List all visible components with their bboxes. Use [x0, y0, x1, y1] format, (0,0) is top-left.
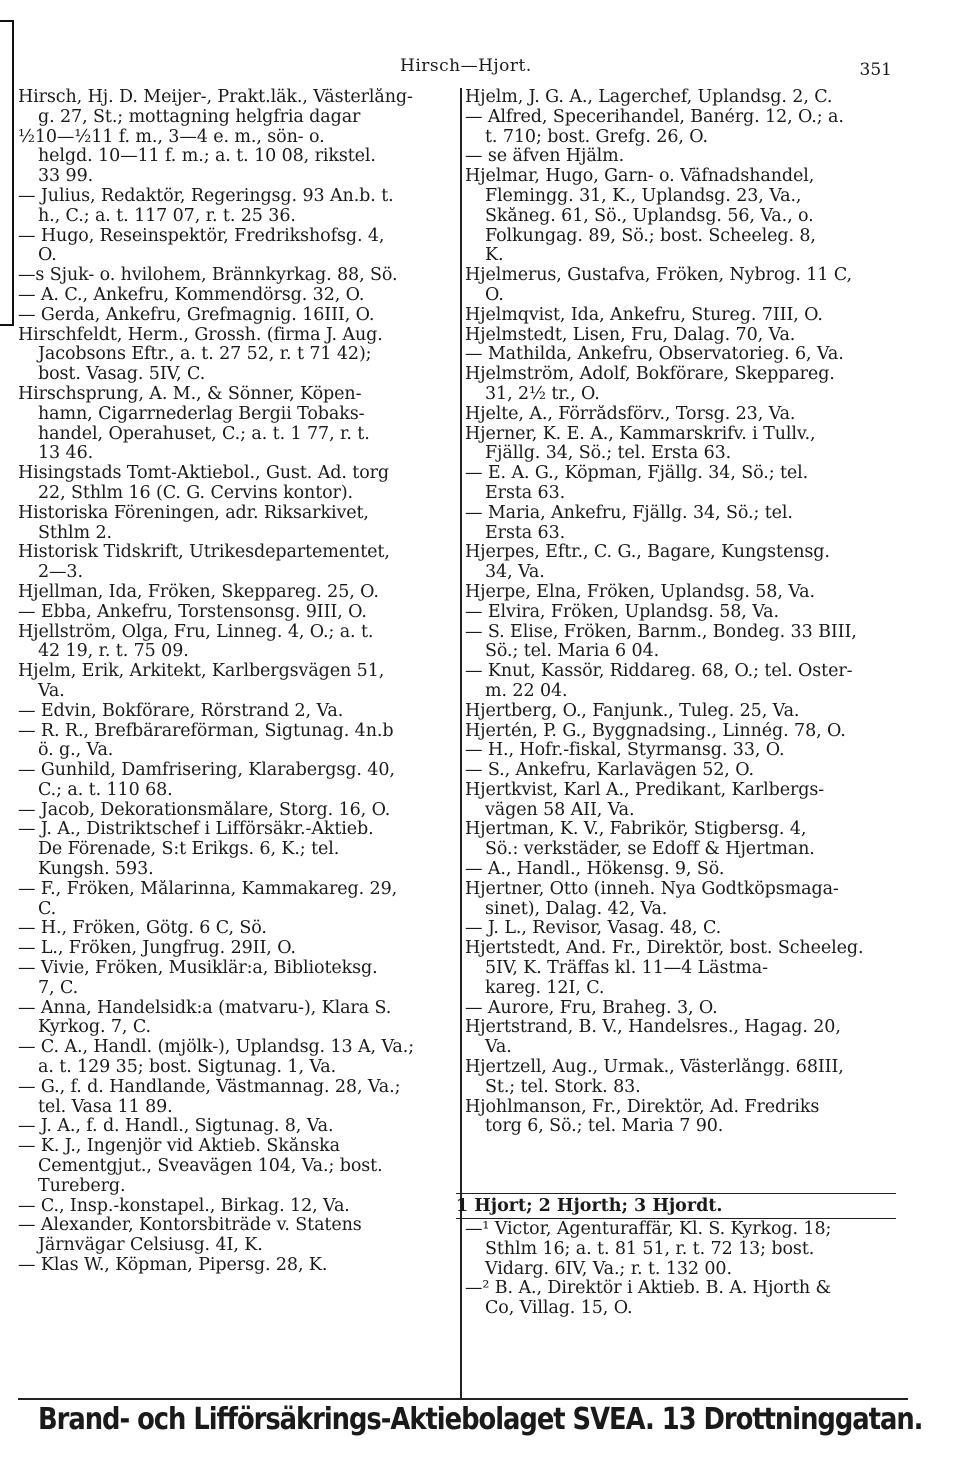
directory-entry-line: bost. Vasag. 5IV, C. — [38, 365, 206, 385]
directory-entry-line: Va. — [485, 1038, 512, 1058]
directory-entry-line: — Hugo, Reseinspektör, Fredrikshofsg. 4, — [18, 226, 385, 246]
directory-entry-line: —² B. A., Direktör i Aktieb. B. A. Hjorth & — [465, 1279, 832, 1299]
directory-entry-line: Hjelm, J. G. A., Lagerchef, Uplandsg. 2, C. — [465, 88, 833, 107]
directory-entry-line: ö. g., Va. — [38, 741, 114, 761]
directory-entry-line: — C., Insp.-konstapel., Birkag. 12, Va. — [18, 1196, 350, 1216]
directory-entry-line: a. t. 129 35; bost. Sigtunag. 1, Va. — [38, 1058, 337, 1078]
directory-entry-line: St.; tel. Stork. 83. — [485, 1077, 641, 1097]
directory-entry-line: — Klas W., Köpman, Pipersg. 28, K. — [18, 1256, 328, 1276]
directory-entry-line: tel. Vasa 11 89. — [38, 1097, 173, 1117]
hjort-index: 1 Hjort; 2 Hjorth; 3 Hjordt. — [456, 1196, 723, 1216]
directory-entry-line: Järnvägar Celsiusg. 4I, K. — [38, 1236, 263, 1256]
directory-entry-line: 22, Sthlm 16 (C. G. Cervins kontor). — [38, 483, 354, 503]
directory-entry-line: — Gerda, Änkefru, Grefmagnig. 16III, Ö. — [18, 305, 375, 325]
directory-entry-line: Hjerpe, Elna, Fröken, Uplandsg. 58, Va. — [465, 582, 815, 602]
directory-entry-line: C. — [38, 899, 57, 919]
directory-entry-line: Hjertstrand, B. V., Handelsres., Hagag. 20, — [465, 1018, 841, 1038]
directory-entry-line: Hjelmerus, Gustafva, Fröken, Nybrog. 11 C, — [465, 266, 852, 286]
directory-entry-line: Kungsh. 593. — [38, 860, 154, 880]
directory-entry-line: 31, 2½ tr., Ö. — [485, 384, 600, 404]
directory-entry-line: — C. A., Handl. (mjölk-), Uplandsg. 13 A, Va.; — [18, 1038, 414, 1058]
directory-entry-line: Folkungag. 89, Sö.; bost. Scheeleg. 8, — [485, 226, 816, 246]
directory-entry-line: Skåneg. 61, Sö., Uplandsg. 56, Va., o. — [485, 206, 814, 226]
directory-entry-line: Ersta 63. — [485, 523, 566, 543]
directory-entry-line: — F., Fröken, Målarinna, Kammakareg. 29, — [18, 879, 398, 899]
directory-entry-line: hamn, Cigarrnederlag Bergii Tobaks- — [38, 404, 365, 424]
directory-entry-line: 5IV, K. Träffas kl. 11—4 Lästma- — [485, 959, 768, 979]
directory-entry-line: ½10—½11 f. m., 3—4 e. m., sön- o. — [18, 127, 325, 147]
directory-entry-line: Va. — [38, 681, 65, 701]
directory-entry-line: — Alfred, Specerihandel, Banérg. 12, Ö.; a. — [465, 107, 844, 127]
directory-entry-line: g. 27, St.; mottagning helgfria dagar — [38, 107, 361, 127]
directory-entry-line: — Vivie, Fröken, Musiklär:a, Biblioteksg. — [18, 959, 378, 979]
directory-entry-line: Ö. — [38, 246, 57, 266]
directory-entry-line: — Ebba, Änkefru, Torstensonsg. 9III, Ö. — [18, 602, 367, 622]
directory-entry-line: sinet), Dalag. 42, Va. — [485, 899, 668, 919]
directory-entry-line: — R. R., Brefbärareförman, Sigtunag. 4n.b — [18, 721, 394, 741]
directory-entry-line: Hjertman, K. V., Fabrikör, Stigbersg. 4, — [465, 820, 807, 840]
directory-entry-line: —¹ Victor, Agenturaffär, Kl. S. Kyrkog. 18; — [465, 1220, 832, 1239]
directory-entry-line: Hisingstads Tomt-Aktiebol., Gust. Ad. torg — [18, 464, 390, 484]
directory-entry-line: Hjelmqvist, Ida, Änkefru, Stureg. 7III, Ö. — [465, 305, 823, 325]
directory-entry-line: Hjellström, Olga, Fru, Linneg. 4, Ö.; a. t. — [18, 622, 374, 642]
directory-entry-line: m. 22 04. — [485, 681, 568, 701]
directory-entry-line: — S. Elise, Fröken, Barnm., Bondeg. 33 BIII, — [465, 622, 857, 642]
directory-entry-line: — Knut, Kassör, Riddareg. 68, Ö.; tel. Öster- — [465, 662, 853, 682]
directory-entry-line: Historisk Tidskrift, Utrikesdepartementet, — [18, 543, 390, 563]
directory-entry-line: h., C.; a. t. 117 07, r. t. 25 36. — [38, 206, 296, 226]
directory-entry-line: Sö.; tel. Maria 6 04. — [485, 642, 660, 662]
directory-entry-line: Hjelte, A., Förrådsförv., Torsg. 23, Va. — [465, 404, 796, 424]
right-column — [465, 88, 905, 1137]
footer-advertisement: Brand- och Lifförsäkrings-Aktiebolaget SVEA. 13 Drottninggatan. — [38, 1402, 923, 1437]
directory-entry-line: — K. J., Ingenjör vid Aktieb. Skånska — [18, 1137, 340, 1157]
directory-entry-line: Hjertkvist, Karl A., Predikant, Karlbergs- — [465, 780, 825, 800]
directory-entry-line: — J. A., Distriktschef i Lifförsäkr.-Aktieb. — [18, 820, 374, 840]
directory-entry-line: — J. L., Revisor, Vasag. 48, C. — [465, 919, 722, 939]
directory-entry-line: Hjerpes, Eftr., C. G., Bagare, Kungstensg. — [465, 543, 830, 563]
directory-entry-line: — G., f. d. Handlande, Västmannag. 28, Va.; — [18, 1077, 401, 1097]
directory-entry-line: — Jacob, Dekorationsmålare, Storg. 16, Ö. — [18, 800, 391, 820]
directory-entry-line: — Edvin, Bokförare, Rörstrand 2, Va. — [18, 701, 344, 721]
directory-entry-line: 13 46. — [38, 444, 94, 464]
directory-entry-line: — Gunhild, Damfrisering, Klarabergsg. 40, — [18, 761, 395, 781]
directory-entry-line: K. — [485, 246, 504, 266]
directory-entry-line: — H., Fröken, Götg. 6 C, Sö. — [18, 919, 267, 939]
running-header: Hirsch—Hjort. — [400, 56, 532, 76]
directory-entry-line: — Maria, Änkefru, Fjällg. 34, Sö.; tel. — [465, 503, 793, 523]
directory-entry-line: Jacobsons Eftr., a. t. 27 52, r. t 71 42); — [38, 345, 372, 365]
directory-entry-line: — Alexander, Kontorsbiträde v. Statens — [18, 1216, 362, 1236]
directory-entry-line: — A., Handl., Hökensg. 9, Sö. — [465, 860, 725, 880]
page-number: 351 — [859, 60, 892, 80]
directory-entry-line: Ersta 63. — [485, 483, 566, 503]
margin-bracket — [0, 324, 14, 326]
directory-entry-line: Sthlm 2. — [38, 523, 112, 543]
right-column-bottom — [465, 1220, 905, 1319]
directory-entry-line: Kyrkog. 7, C. — [38, 1018, 151, 1038]
directory-entry-line: Cementgjut., Sveavägen 104, Va.; bost. — [38, 1157, 383, 1177]
directory-entry-line: — Mathilda, Änkefru, Observatorieg. 6, Va. — [465, 345, 844, 365]
directory-entry-line: Vidarg. 6IV, Va.; r. t. 132 00. — [485, 1259, 732, 1279]
left-column — [18, 88, 458, 1276]
directory-entry-line: Flemingg. 31, K., Uplandsg. 23, Va., — [485, 186, 802, 206]
directory-entry-line: Hirschsprung, A. M., & Sönner, Köpen- — [18, 384, 362, 404]
directory-entry-line: —s Sjuk- o. hvilohem, Brännkyrkag. 88, Sö. — [18, 266, 398, 286]
directory-entry-line: Hjertberg, O., Fanjunk., Tuleg. 25, Va. — [465, 701, 800, 721]
directory-entry-line: Hirschfeldt, Herm., Grossh. (firma J. Aug. — [18, 325, 383, 345]
directory-entry-line: Historiska Föreningen, adr. Riksarkivet, — [18, 503, 369, 523]
directory-entry-line: Hjertzell, Aug., Urmak., Västerlångg. 68III, — [465, 1058, 844, 1078]
directory-entry-line: Tureberg. — [38, 1176, 126, 1196]
directory-entry-line: Hjelmstedt, Lisen, Fru, Dalag. 70, Va. — [465, 325, 796, 345]
directory-entry-line: handel, Operahuset, C.; a. t. 1 77, r. t. — [38, 424, 370, 444]
directory-entry-line: — se äfven Hjälm. — [465, 147, 625, 167]
directory-entry-line: C.; a. t. 110 68. — [38, 780, 173, 800]
directory-entry-line: Fjällg. 34, Sö.; tel. Ersta 63. — [485, 444, 732, 464]
directory-entry-line: Sö.: verkstäder, se Edoff & Hjertman. — [485, 840, 815, 860]
margin-bracket — [12, 20, 14, 326]
directory-entry-line: torg 6, Sö.; tel. Maria 7 90. — [485, 1117, 724, 1137]
directory-entry-line: Hjelmar, Hugo, Garn- o. Väfnadshandel, — [465, 167, 815, 187]
directory-entry-line: Hjelmström, Adolf, Bokförare, Skeppareg. — [465, 365, 835, 385]
directory-entry-line: Sthlm 16; a. t. 81 51, r. t. 72 13; bost. — [485, 1239, 815, 1259]
directory-entry-line: 7, C. — [38, 978, 79, 998]
directory-entry-line: Hjohlmanson, Fr., Direktör, Ad. Fredriks — [465, 1097, 820, 1117]
directory-entry-line: Co, Villag. 15, Ö. — [485, 1299, 633, 1319]
directory-entry-line: — J. A., f. d. Handl., Sigtunag. 8, Va. — [18, 1117, 334, 1137]
directory-entry-line: Hjertén, P. G., Byggnadsing., Linnég. 78, Ö. — [465, 721, 846, 741]
directory-entry-line: — L., Fröken, Jungfrug. 29II, Ö. — [18, 939, 296, 959]
directory-entry-line: Hjelm, Erik, Arkitekt, Karlbergsvägen 51, — [18, 662, 385, 682]
directory-entry-line: 42 19, r. t. 75 09. — [38, 642, 189, 662]
directory-entry-line: 33 99. — [38, 167, 94, 187]
directory-entry-line: — Aurore, Fru, Braheg. 3, Ö. — [465, 998, 718, 1018]
directory-entry-line: helgd. 10—11 f. m.; a. t. 10 08, rikstel. — [38, 147, 376, 167]
directory-entry-line: — Anna, Handelsidk:a (matvaru-), Klara S. — [18, 998, 392, 1018]
directory-entry-line: Hjellman, Ida, Fröken, Skeppareg. 25, Ö. — [18, 582, 379, 602]
directory-entry-line: 2—3. — [38, 563, 83, 583]
directory-entry-line: t. 710; bost. Grefg. 26, Ö. — [485, 127, 708, 147]
directory-entry-line: Hjertstedt, And. Fr., Direktör, bost. Scheeleg. — [465, 939, 864, 959]
directory-entry-line: kareg. 12I, C. — [485, 978, 605, 998]
directory-entry-line: — E. A. G., Köpman, Fjällg. 34, Sö.; tel. — [465, 464, 809, 484]
directory-entry-line: — Elvira, Fröken, Uplandsg. 58, Va. — [465, 602, 779, 622]
footer-rule — [18, 1398, 908, 1400]
directory-entry-line: Hirsch, Hj. D. Meijer-, Prakt.läk., Västerlång- — [18, 88, 413, 107]
directory-entry-line: Ö. — [485, 285, 504, 305]
directory-entry-line: — A. C., Änkefru, Kommendörsg. 32, Ö. — [18, 285, 365, 305]
directory-entry-line: — H., Hofr.-fiskal, Styrmansg. 33, Ö. — [465, 741, 785, 761]
directory-entry-line: 34, Va. — [485, 563, 545, 583]
directory-entry-line: — Julius, Redaktör, Regeringsg. 93 An.b. t. — [18, 186, 394, 206]
directory-entry-line: Hjertner, Otto (inneh. Nya Godtköpsmaga- — [465, 879, 839, 899]
directory-entry-line: Hjerner, K. E. A., Kammarskrifv. i Tullv., — [465, 424, 816, 444]
directory-entry-line: vägen 58 AII, Va. — [485, 800, 635, 820]
directory-entry-line: — S., Änkefru, Karlavägen 52, Ö. — [465, 761, 754, 781]
directory-entry-line: De Förenade, S:t Erikgs. 6, K.; tel. — [38, 840, 340, 860]
